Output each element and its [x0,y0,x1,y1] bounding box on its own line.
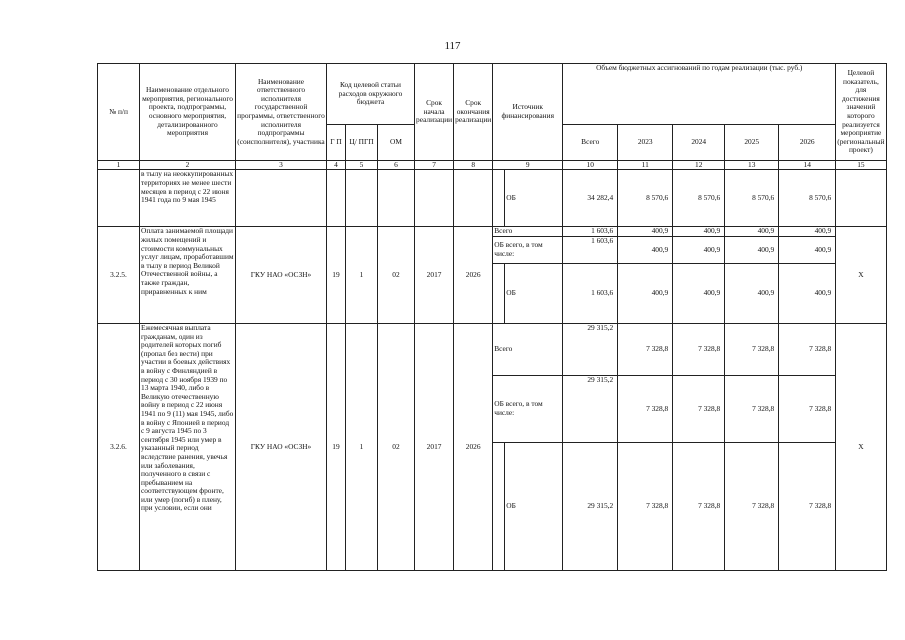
row-om: 02 [378,324,415,571]
col-number: 9 [493,161,563,170]
value-cell: 8 570,6 [725,170,779,227]
row-number: 3.2.5. [98,227,140,324]
source-cell: Всего [493,324,563,376]
header-volume: Объем бюджетных ассигнований по годам реализации (тыс. руб.) [563,64,836,125]
row-name: Ежемесячная выплата гражданам, один из родителей которых погиб (пропал без вести) при участии в боевых действиях в войну с Финляндией в период с 30 ноября 1939 по 13 марта 1940, либо в Великую отечественную войну в период с 22 июня 1941 по 9 (11) мая 1945, либо в войну с Японией в период с 9 августа 1945 по 3 сентября 1945 или умер в указанный период вследствие ранения, увечья или заболевания, полученного в связи с пребыванием на соответствующем фронте, или умер (погиб) в плену, при условии, если они [140,324,236,571]
value-cell: 7 328,8 [725,324,779,376]
header-total: Всего [563,125,618,161]
col-number: 14 [779,161,836,170]
col-number: 5 [346,161,378,170]
total-cell: 1 603,6 [563,227,618,237]
source-cell: Всего [493,227,563,237]
row-target: X [836,324,886,571]
header-name: Наименование отдельного мероприятия, регионального проекта, подпрограммы, основного мероприятия, детализированного мероприятия [140,64,236,161]
source-cell: ОБ [505,264,563,324]
col-number: 10 [563,161,618,170]
row-number: 3.2.6. [98,324,140,571]
value-cell: 7 328,8 [725,376,779,443]
value-cell: 8 570,6 [779,170,836,227]
col-number: 7 [415,161,454,170]
total-cell: 1 603,6 [563,264,618,324]
row-end: 2026 [454,227,493,324]
value-cell: 7 328,8 [779,324,836,376]
col-number: 13 [725,161,779,170]
header-code: Код целевой статьи расходов окружного бюджета [327,64,415,125]
col-number: 1 [98,161,140,170]
row-executor: ГКУ НАО «ОСЗН» [236,227,327,324]
total-cell: 1 603,6 [563,237,618,264]
value-cell: 7 328,8 [725,443,779,571]
row-om: 02 [378,227,415,324]
col-number: 6 [378,161,415,170]
row-start: 2017 [415,324,454,571]
row-start: 2017 [415,227,454,324]
value-cell: 400,9 [673,237,725,264]
value-cell: 7 328,8 [618,324,673,376]
header-start: Срок начала реализации [415,64,454,161]
header-2025: 2025 [725,125,779,161]
value-cell: 7 328,8 [779,443,836,571]
value-cell: 400,9 [725,227,779,237]
header-gp: Г П [327,125,346,161]
value-cell: 400,9 [779,227,836,237]
value-cell: 7 328,8 [618,443,673,571]
value-cell: 7 328,8 [673,376,725,443]
col-number: 4 [327,161,346,170]
source-cell: ОБ [505,443,563,571]
value-cell: 400,9 [618,227,673,237]
budget-table [97,63,887,571]
header-2024: 2024 [673,125,725,161]
header-end: Срок окончания реализации [454,64,493,161]
row-executor: ГКУ НАО «ОСЗН» [236,324,327,571]
value-cell: 400,9 [618,264,673,324]
header-num: № п/п [98,64,140,161]
value-cell: 8 570,6 [673,170,725,227]
source-cell: ОБ всего, в том числе: [493,237,563,264]
value-cell: 400,9 [725,237,779,264]
col-number: 8 [454,161,493,170]
header-2023: 2023 [618,125,673,161]
page-number: 117 [444,40,461,52]
source-cell: ОБ всего, в том числе: [493,376,563,443]
source-cell: ОБ [505,170,563,227]
row-name: в тылу на неоккупированных территориях не менее шести месяцев в период с 22 июня 1941 года по 9 мая 1945 [140,170,236,227]
row-gp: 19 [327,227,346,324]
header-2026: 2026 [779,125,836,161]
total-cell: 34 282,4 [563,170,618,227]
value-cell: 7 328,8 [673,443,725,571]
total-cell: 29 315,2 [563,443,618,571]
header-om: ОМ [378,125,415,161]
header-source: Источник финансирования [493,64,563,161]
row-gp: 19 [327,324,346,571]
row-pgp: 1 [346,324,378,571]
value-cell: 400,9 [673,227,725,237]
total-cell: 29 315,2 [563,324,618,376]
value-cell: 400,9 [779,237,836,264]
row-target: X [836,227,886,324]
header-pgp: Ц/ ПГП [346,125,378,161]
value-cell: 8 570,6 [618,170,673,227]
value-cell: 400,9 [673,264,725,324]
col-number: 3 [236,161,327,170]
row-name: Оплата занимаемой площади жилых помещений и стоимости коммунальных услуг лицам, проработавшим в тылу в период Великой Отечественной войны, а также граждан, приравненных к ним [140,227,236,324]
value-cell: 400,9 [725,264,779,324]
value-cell: 7 328,8 [779,376,836,443]
value-cell: 400,9 [618,237,673,264]
col-number: 11 [618,161,673,170]
row-pgp: 1 [346,227,378,324]
row-end: 2026 [454,324,493,571]
col-number: 2 [140,161,236,170]
header-target: Целевой показатель, для достижения значений которого реализуется мероприятие (региональный проект) [836,64,886,161]
col-number: 15 [836,161,886,170]
col-number: 12 [673,161,725,170]
value-cell: 400,9 [779,264,836,324]
value-cell: 7 328,8 [673,324,725,376]
total-cell: 29 315,2 [563,376,618,443]
value-cell: 7 328,8 [618,376,673,443]
header-executor: Наименование ответственного исполнителя государственной программы, ответственного исполнителя подпрограммы (соисполнителя), участника [236,64,327,161]
